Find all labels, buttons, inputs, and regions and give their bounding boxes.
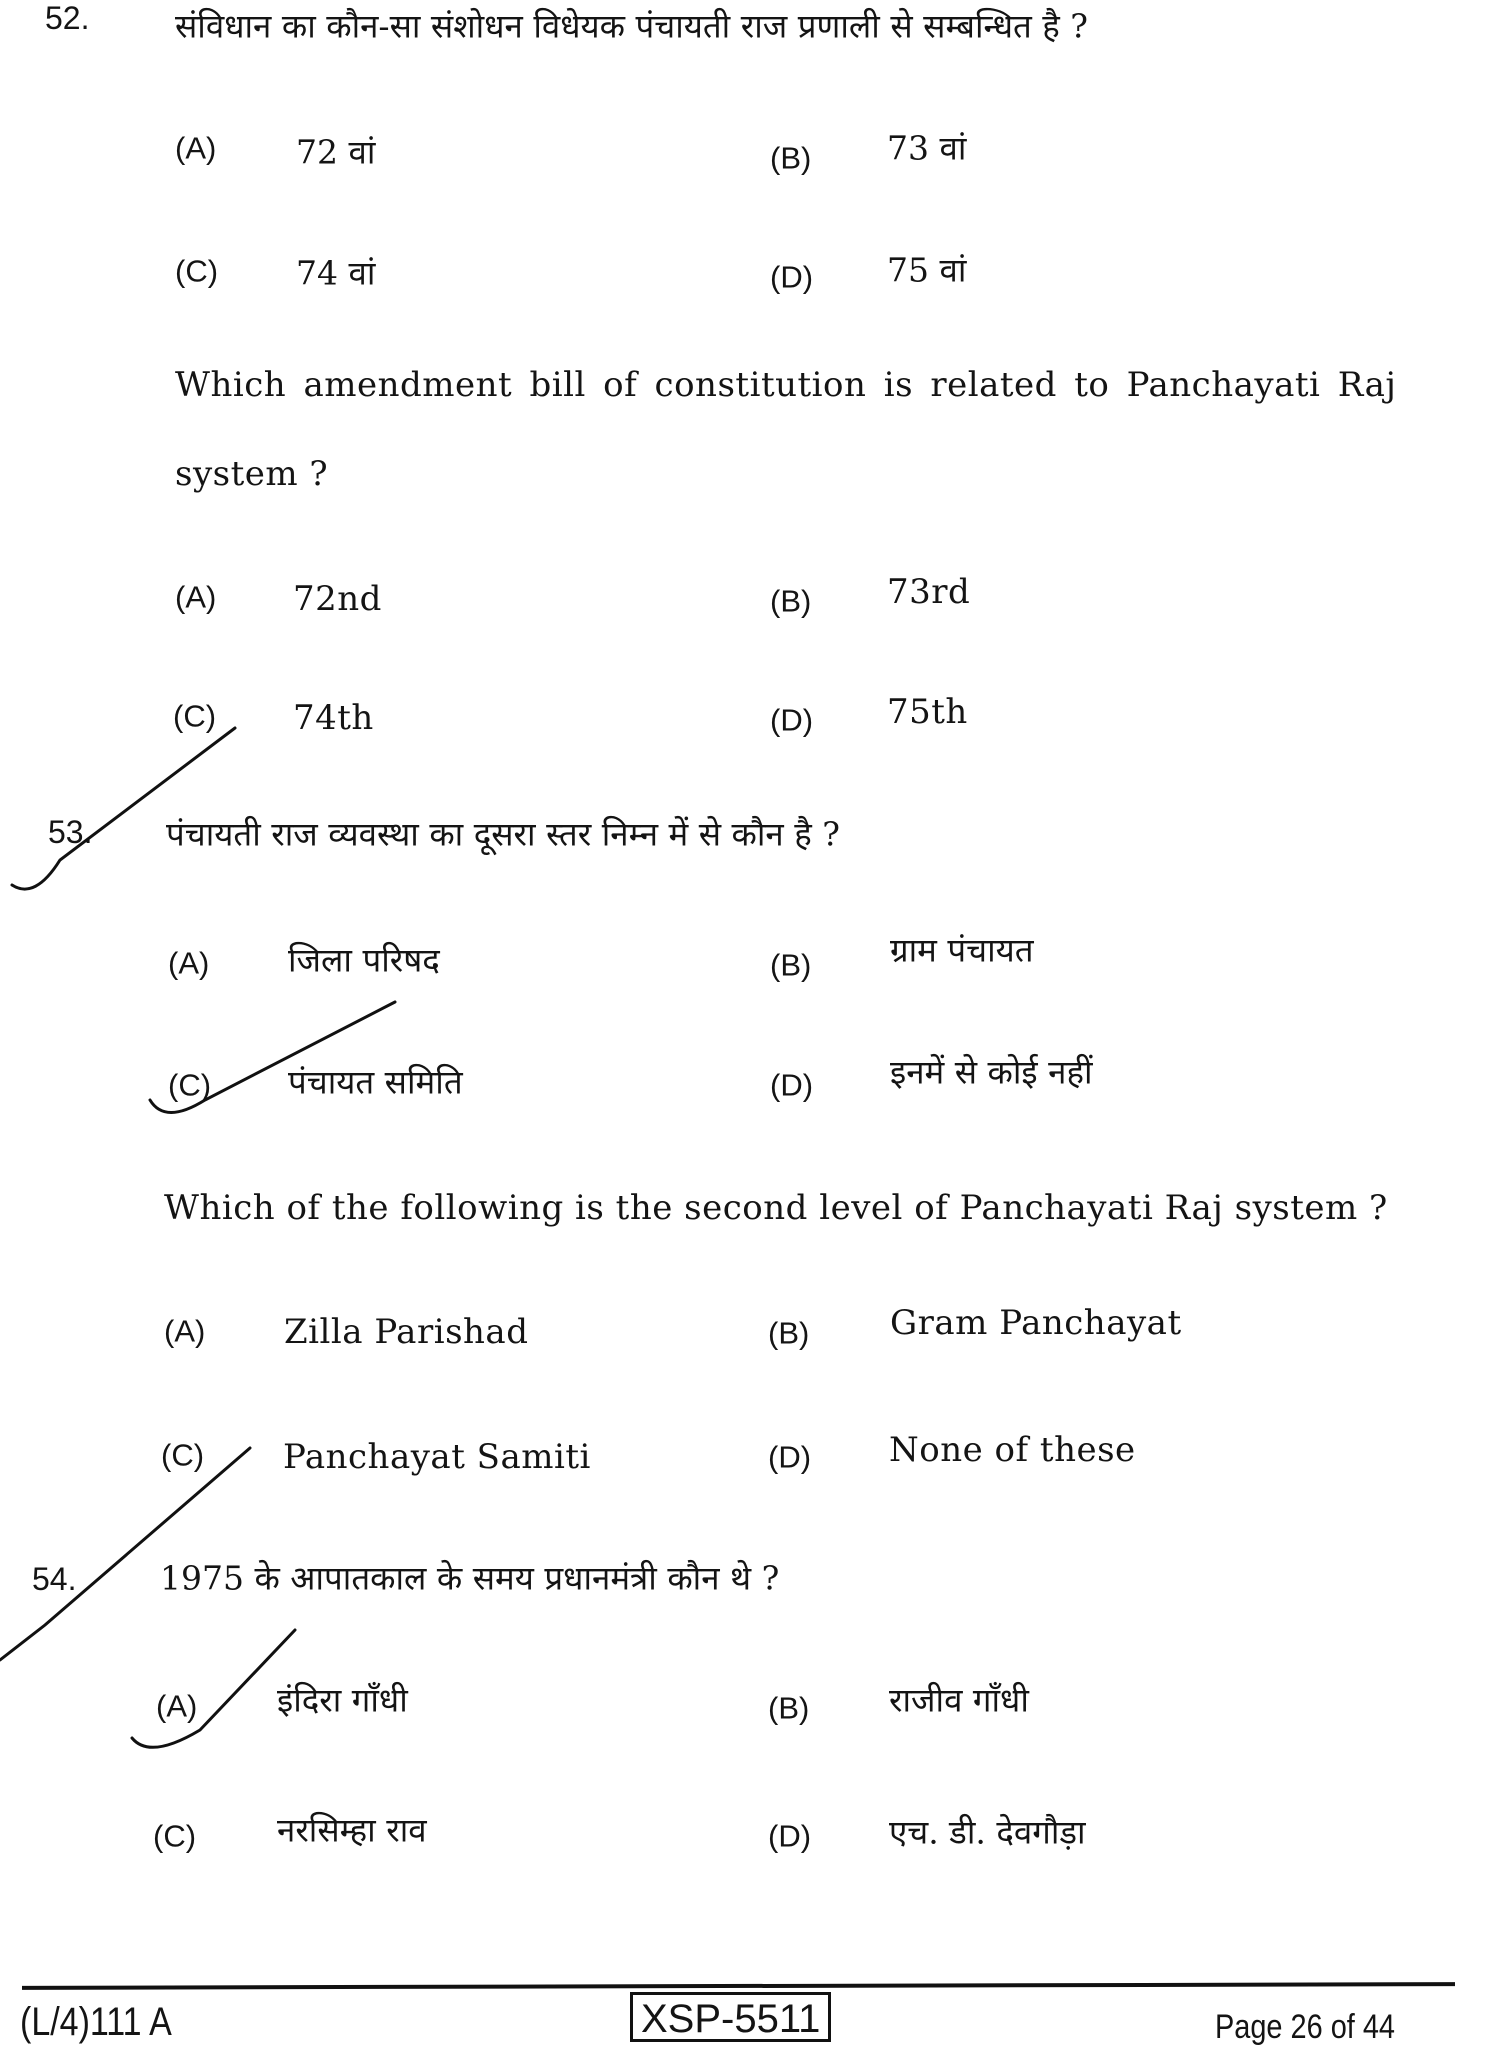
option-label: (D) [768, 1818, 812, 1854]
question-number: 52. [45, 0, 90, 36]
question-number: 54. [32, 1561, 77, 1597]
option-text: 73 वां [887, 128, 967, 168]
option-text: ग्राम पंचायत [890, 930, 1034, 970]
option-label: (B) [768, 1690, 810, 1726]
option-label: (C) [161, 1437, 205, 1473]
option-text: 74th [293, 698, 374, 738]
tick-mark-q52 [12, 728, 235, 889]
option-label: (A) [168, 945, 210, 981]
option-text: 73rd [887, 572, 971, 612]
option-label: (D) [768, 1439, 812, 1475]
option-label: (A) [164, 1313, 206, 1349]
option-text: पंचायत समिति [288, 1062, 463, 1102]
option-label: (D) [770, 259, 814, 295]
option-label: (B) [768, 1315, 810, 1351]
option-text: नरसिम्हा राव [277, 1810, 427, 1850]
option-label: (D) [770, 1067, 814, 1103]
option-label: (C) [168, 1067, 212, 1103]
option-text: Gram Panchayat [890, 1303, 1182, 1343]
tick-mark-q54-option-a [132, 1630, 295, 1747]
option-text: 75 वां [887, 250, 967, 290]
option-text: 75th [887, 692, 968, 732]
option-label: (B) [770, 140, 812, 176]
option-text: 72nd [293, 579, 382, 619]
option-label: (A) [156, 1688, 198, 1724]
option-label: (B) [770, 947, 812, 983]
footer-paper-code: (L/4)111 A [20, 2000, 172, 2044]
question-text-english-cont: system ? [175, 454, 329, 494]
option-text: जिला परिषद [288, 940, 440, 980]
tick-mark-q53-english [0, 1448, 250, 1660]
option-text: Panchayat Samiti [283, 1437, 591, 1477]
option-text: Zilla Parishad [284, 1312, 529, 1352]
question-text-english: Which amendment bill of constitution is related to Panchayati Raj [175, 365, 1397, 405]
option-label: (A) [175, 130, 217, 166]
option-label: (B) [770, 583, 812, 619]
question-text-hindi: पंचायती राज व्यवस्था का दूसरा स्तर निम्न में से कौन है ? [166, 814, 840, 854]
option-text: राजीव गाँधी [889, 1680, 1029, 1720]
option-label: (C) [173, 698, 217, 734]
option-text: इनमें से कोई नहीं [890, 1052, 1093, 1092]
option-text: एच. डी. देवगौड़ा [889, 1812, 1086, 1852]
option-text: 74 वां [296, 253, 376, 293]
option-text: 72 वां [296, 132, 376, 172]
question-text-hindi: संविधान का कौन-सा संशोधन विधेयक पंचायती राज प्रणाली से सम्बन्धित है ? [175, 6, 1088, 46]
tick-mark-q53-option-c [150, 1002, 395, 1113]
question-number: 53. [48, 814, 93, 850]
option-text: None of these [889, 1430, 1136, 1470]
footer-series-code: XSP-5511 [630, 1992, 831, 2042]
option-label: (C) [153, 1818, 197, 1854]
option-label: (C) [175, 253, 219, 289]
option-label: (A) [175, 579, 217, 615]
question-text-english: Which of the following is the second level of Panchayati Raj system ? [164, 1188, 1388, 1228]
option-text: इंदिरा गाँधी [277, 1680, 408, 1720]
footer-page-number: Page 26 of 44 [1215, 2008, 1395, 2046]
question-text-hindi: 1975 के आपातकाल के समय प्रधानमंत्री कौन थे ? [160, 1558, 780, 1598]
option-label: (D) [770, 702, 814, 738]
